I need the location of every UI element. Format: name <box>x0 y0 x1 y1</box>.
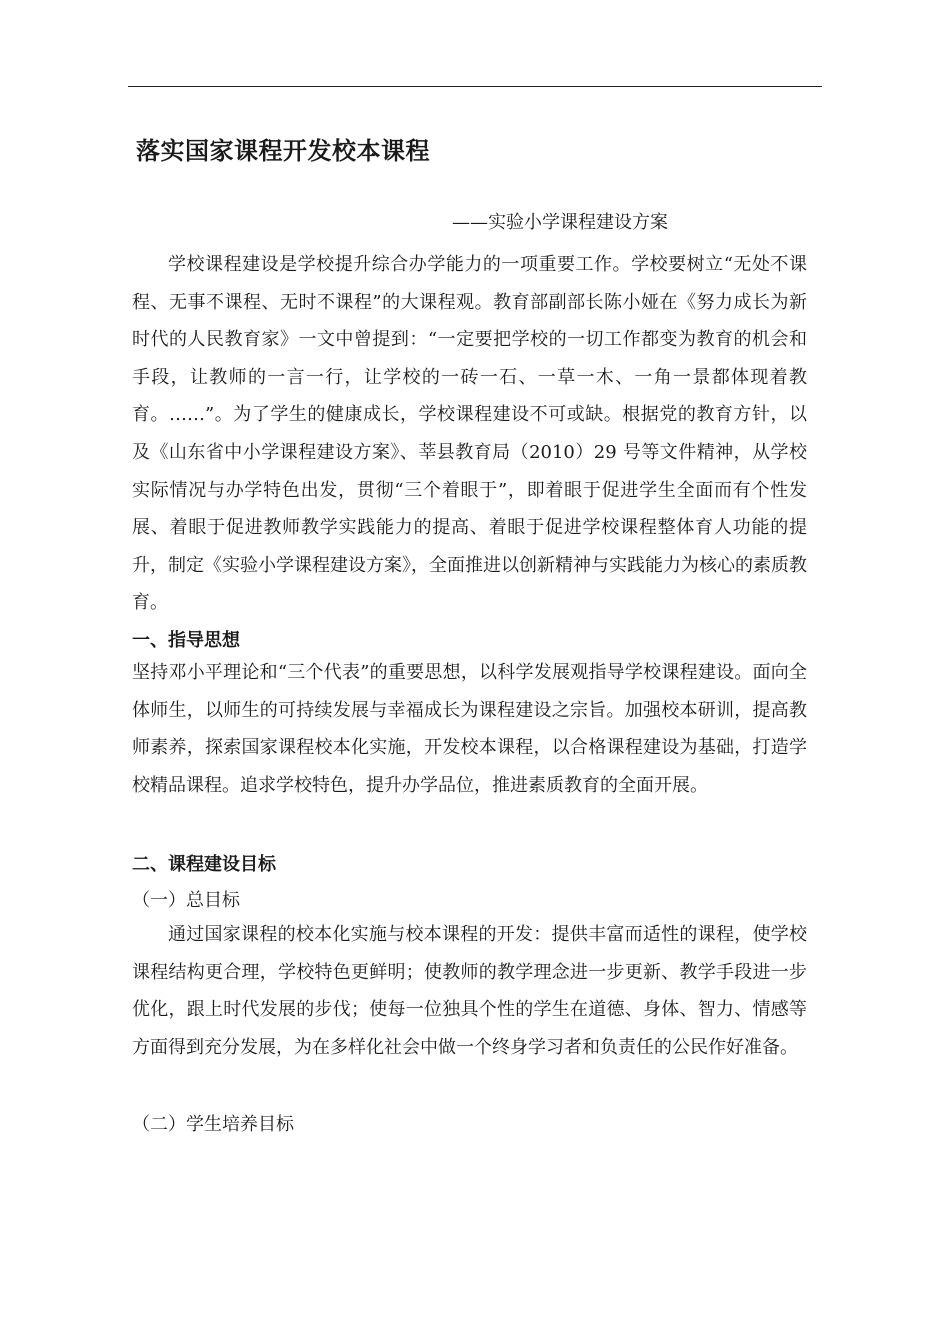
overall-goal-paragraph: 通过国家课程的校本化实施与校本课程的开发：提供丰富而适性的课程，使学校课程结构更合理，学校特色更鲜明；使教师的教学理念进一步更新、教学手段进一步优化，跟上时代发展的步伐；使每一位独具个性的学生在道德、身体、智力、情感等方面得到充分发展，为在多样化社会中做一个终身学习者和负责任的公民作好准备。 <box>132 924 807 1058</box>
section-heading-guiding-ideology: 一、指导思想 <box>132 630 240 651</box>
document-subtitle: ——实验小学课程建设方案 <box>452 212 668 233</box>
section-heading-course-goals: 二、课程建设目标 <box>132 854 276 875</box>
subsection-heading-student-goal: （二）学生培养目标 <box>132 1114 294 1135</box>
intro-paragraph: 学校课程建设是学校提升综合办学能力的一项重要工作。学校要树立“无处不课程、无事不课程、无时不课程”的大课程观。教育部副部长陈小娅在《努力成长为新时代的人民教育家》一文中曾提到：“一定要把学校的一切工作都变为教育的机会和手段，让教师的一言一行，让学校的一砖一石、一草一木、一角一景都体现着教育。……”。为了学生的健康成长，学校课程建设不可或缺。根据党的教育方针，以及《山东省中小学课程建设方案》、莘县教育局（2010）29 号等文件精神，从学校实际情况与办学特色出发，贯彻“三个着眼于”，即着眼于促进学生全面而有个性发展、着眼于促进教师教学实践能力的提高、着眼于促进学校课程整体育人功能的提升，制定《实验小学课程建设方案》，全面推进以创新精神与实践能力为核心的素质教育。 <box>132 254 807 614</box>
subsection-heading-overall-goal: （一）总目标 <box>132 890 240 911</box>
guiding-ideology-paragraph: 坚持邓小平理论和“三个代表”的重要思想，以科学发展观指导学校课程建设。面向全体师生，以师生的可持续发展与幸福成长为课程建设之宗旨。加强校本研训，提高教师素养，探索国家课程校本化实施，开发校本课程，以合格课程建设为基础，打造学校精品课程。追求学校特色，提升办学品位，推进素质教育的全面开展。 <box>132 662 807 796</box>
document-title: 落实国家课程开发校本课程 <box>136 136 430 165</box>
header-rule <box>128 86 822 87</box>
